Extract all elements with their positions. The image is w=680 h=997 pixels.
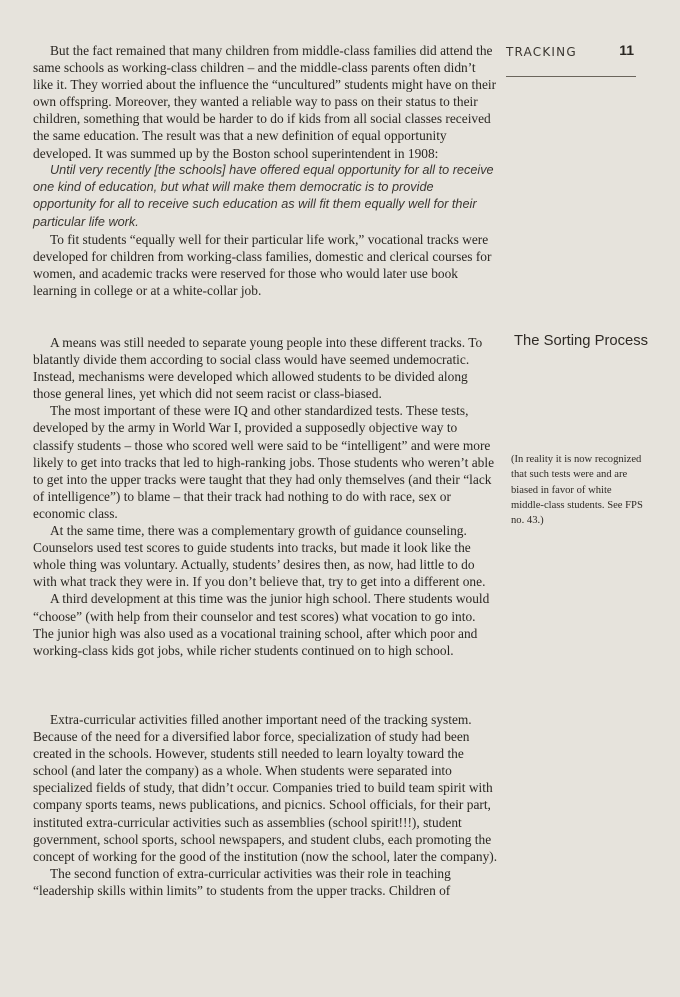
margin-note: (In reality it is now recognized that such tests were and are biased in favor of white middle-class students. See FPS no. 43.) bbox=[511, 454, 643, 527]
body-paragraph: To fit students “equally well for their particular life work,” vocational tracks were developed for children from working-class families, domestic and clerical courses for women, and academic tracks were reserved for those who would later use book learning in college or at a white-collar job. bbox=[33, 231, 492, 299]
body-section-3 bbox=[33, 711, 498, 899]
body-paragraph: A means was still needed to separate young people into these different tracks. To blatantly divide them according to social class would have seemed undemocratic. Instead, mechanisms were developed which allowed students to be divided along those general lines, yet which did not seem racist or class-biased. bbox=[33, 335, 483, 402]
body-paragraph: A third development at this time was the junior high school. There students would “choose” (with help from their counselor and test scores) what vocation to go into. The junior high was also used as a vocational training school, after which poor and working-class kids got jobs, while richer students continued on to high school. bbox=[33, 591, 490, 658]
block-quote: Until very recently [the schools] have offered equal opportunity for all to receive one kind of education, but what will make them democratic is to provide opportunity for all to receive such education as will fit them equally well for their particular life work. bbox=[33, 162, 494, 229]
header-rule bbox=[506, 76, 636, 77]
side-heading: The Sorting Process bbox=[514, 333, 649, 349]
body-section-1 bbox=[33, 42, 498, 299]
body-section-2 bbox=[33, 334, 498, 659]
page-header bbox=[506, 43, 636, 77]
running-title: TRACKING bbox=[506, 45, 577, 59]
body-paragraph: At the same time, there was a complementary growth of guidance counseling. Counselors used test scores to guide students into tracks, but made it look like the whole thing was voluntary. Actually, students’ desires then, as now, had little to do with what track they were in. If you don’t believe that, try to get into a different one. bbox=[33, 523, 486, 590]
body-paragraph: The most important of these were IQ and other standardized tests. These tests, developed by the army in World War I, provided a supposedly objective way to classify students – those who scored well were said to be “intelligent” and were more likely to get into tracks that led to high-ranking jobs. Those students who weren’t able to get into the upper tracks were taught that they had only themselves (and their “lack of intelligence”) to blame – that their track had nothing to do with race, sex or economic class. bbox=[33, 403, 495, 521]
body-paragraph: But the fact remained that many children from middle-class families did attend the same schools as working-class children – and the middle-class parents often didn’t like it. They worried about the influence the “uncultured” students might have on their own offspring. Moreover, they wanted a reliable way to pass on their status to their children, something that would be harder to do if kids from all social classes received the same education. The result was that a new definition of equal opportunity developed. It was summed up by the Boston school superintendent in 1908: bbox=[33, 43, 497, 161]
page-number: 11 bbox=[619, 42, 634, 58]
body-paragraph: The second function of extra-curricular activities was their role in teaching “leadership skills within limits” to students from the upper tracks. Children of bbox=[33, 865, 451, 898]
body-paragraph: Extra-curricular activities filled another important need of the tracking system. Because of the need for a diversified labor force, specialization of study had been created in the schools. However, students still needed to learn loyalty toward the school (and later the company) as a whole. When students were separated into specialized fields of study, that didn’t occur. Companies tried to build team spirit with company sports teams, news publications, and picnics. School officials, for their part, instituted extra-curricular activities such as assemblies (school spirit!!!), student government, school sports, school newspapers, and student clubs, each promoting the concept of working for the good of the institution (now the school, later the company). bbox=[33, 712, 498, 864]
